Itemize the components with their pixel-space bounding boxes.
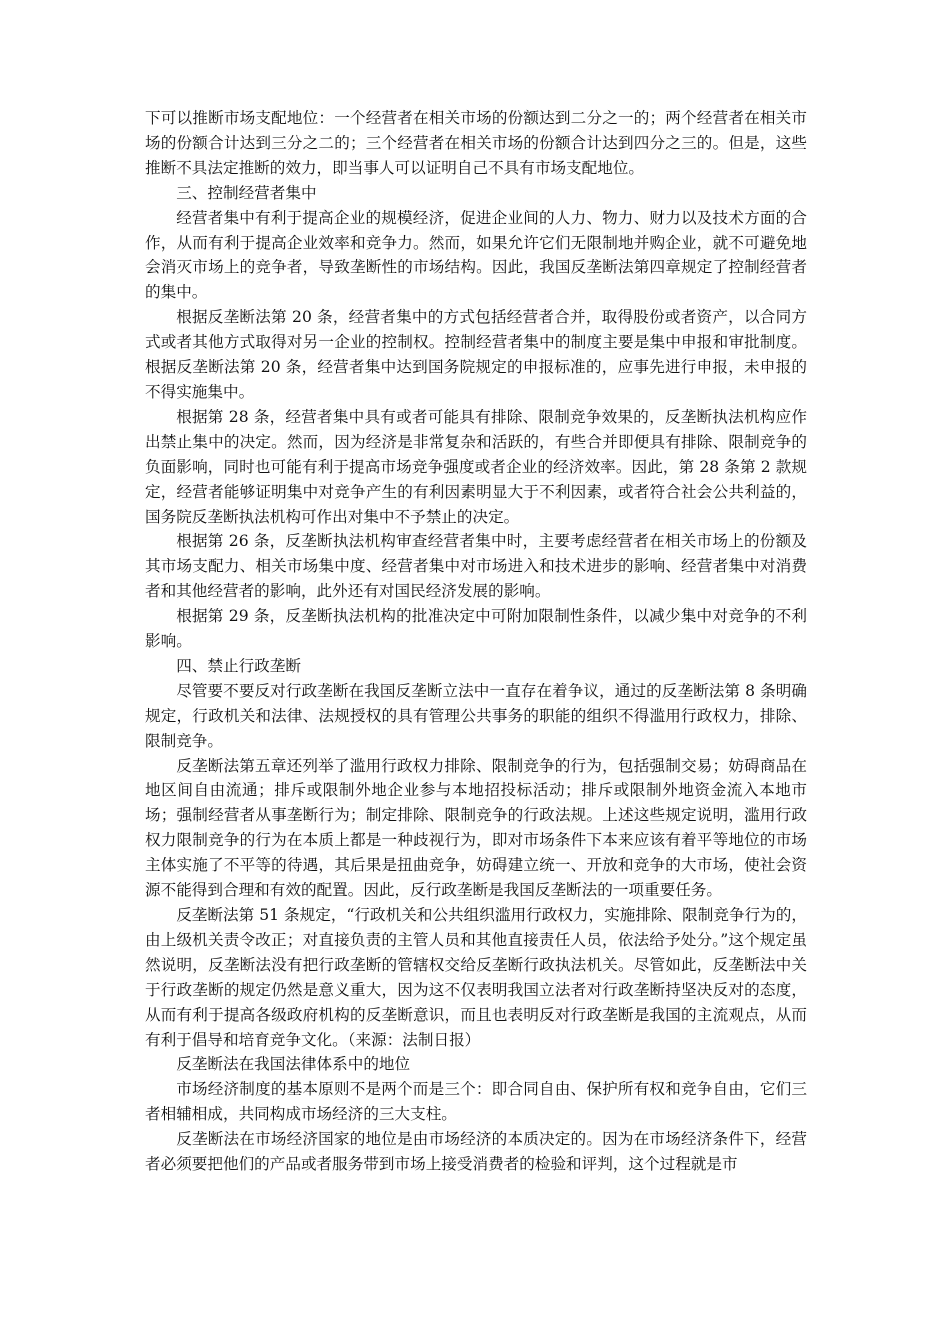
paragraph: 根据反垄断法第 20 条，经营者集中的方式包括经营者合并，取得股份或者资产，以合同方式或者其他方式取得对另一企业的控制权。控制经营者集中的制度主要是集中申报和审批制度。根据反垄断法第 20 条，经营者集中达到国务院规定的申报标准的，应事先进行申报，未申报的不得实施集中。: [145, 308, 807, 401]
paragraph: 反垄断法在市场经济国家的地位是由市场经济的本质决定的。因为在市场经济条件下，经营者必须要把他们的产品或者服务带到市场上接受消费者的检验和评判，这个过程就是市: [145, 1130, 807, 1174]
paragraph: 反垄断法第 51 条规定，“行政机关和公共组织滥用行政权力，实施排除、限制竞争行为的，由上级机关责令改正；对直接负责的主管人员和其他直接责任人员，依法给予处分。”这个规定虽然说明，反垄断法没有把行政垄断的管辖权交给反垄断行政执法机关。尽管如此，反垄断法中关于行政垄断的规定仍然是意义重大，因为这不仅表明我国立法者对行政垄断持坚决反对的态度，从而有利于提高各级政府机构的反垄断意识，而且也表明反对行政垄断是我国的主流观点，从而有利于倡导和培育竞争文化。（来源：法制日报）: [145, 906, 807, 1049]
paragraph: 下可以推断市场支配地位：一个经营者在相关市场的份额达到二分之一的；两个经营者在相关市场的份额合计达到三分之二的；三个经营者在相关市场的份额合计达到四分之三的。但是，这些推断不具法定推断的效力，即当事人可以证明自己不具有市场支配地位。: [145, 109, 807, 177]
paragraph: 根据第 26 条，反垄断执法机构审查经营者集中时，主要考虑经营者在相关市场上的份额及其市场支配力、相关市场集中度、经营者集中对市场进入和技术进步的影响、经营者集中对消费者和其他经营者的影响，此外还有对国民经济发展的影响。: [145, 532, 807, 601]
paragraph: 反垄断法第五章还列举了滥用行政权力排除、限制竞争的行为，包括强制交易；妨碍商品在地区间自由流通；排斥或限制外地企业参与本地招投标活动；排斥或限制外地资金流入本地市场；强制经营者从事垄断行为；制定排除、限制竞争的行政法规。上述这些规定说明，滥用行政权力限制竞争的行为在本质上都是一种歧视行为，即对市场条件下本来应该有着平等地位的市场主体实施了不平等的待遇，其后果是扭曲竞争，妨碍建立统一、开放和竞争的大市场，使社会资源不能得到合理和有效的配置。因此，反行政垄断是我国反垄断法的一项重要任务。: [145, 756, 807, 900]
paragraph: 根据第 28 条，经营者集中具有或者可能具有排除、限制竞争效果的，反垄断执法机构应作出禁止集中的决定。然而，因为经济是非常复杂和活跃的，有些合并即便具有排除、限制竞争的负面影响，同时也可能有利于提高市场竞争强度或者企业的经济效率。因此，第 28 条第 2 款规定，经营者能够证明集中对竞争产生的有利因素明显大于不利因素，或者符合社会公共利益的，国务院反垄断执法机构可作出对集中不予禁止的决定。: [145, 407, 807, 526]
document-body: [145, 106, 807, 1177]
section-heading: 四、禁止行政垄断: [176, 656, 301, 675]
paragraph: 根据第 29 条，反垄断执法机构的批准决定中可附加限制性条件，以减少集中对竞争的不利影响。: [145, 607, 807, 651]
section-heading: 反垄断法在我国法律体系中的地位: [176, 1055, 411, 1074]
paragraph: 市场经济制度的基本原则不是两个而是三个：即合同自由、保护所有权和竞争自由，它们三者相辅相成，共同构成市场经济的三大支柱。: [145, 1080, 807, 1124]
paragraph: 经营者集中有利于提高企业的规模经济，促进企业间的人力、物力、财力以及技术方面的合作，从而有利于提高企业效率和竞争力。然而，如果允许它们无限制地并购企业，就不可避免地会消灭市场上的竞争者，导致垄断性的市场结构。因此，我国反垄断法第四章规定了控制经营者的集中。: [145, 208, 807, 302]
section-heading: 三、控制经营者集中: [176, 183, 317, 202]
paragraph: 尽管要不要反对行政垄断在我国反垄断立法中一直存在着争议，通过的反垄断法第 8 条明确规定，行政机关和法律、法规授权的具有管理公共事务的职能的组织不得滥用行政权力，排除、限制竞争。: [145, 681, 807, 750]
